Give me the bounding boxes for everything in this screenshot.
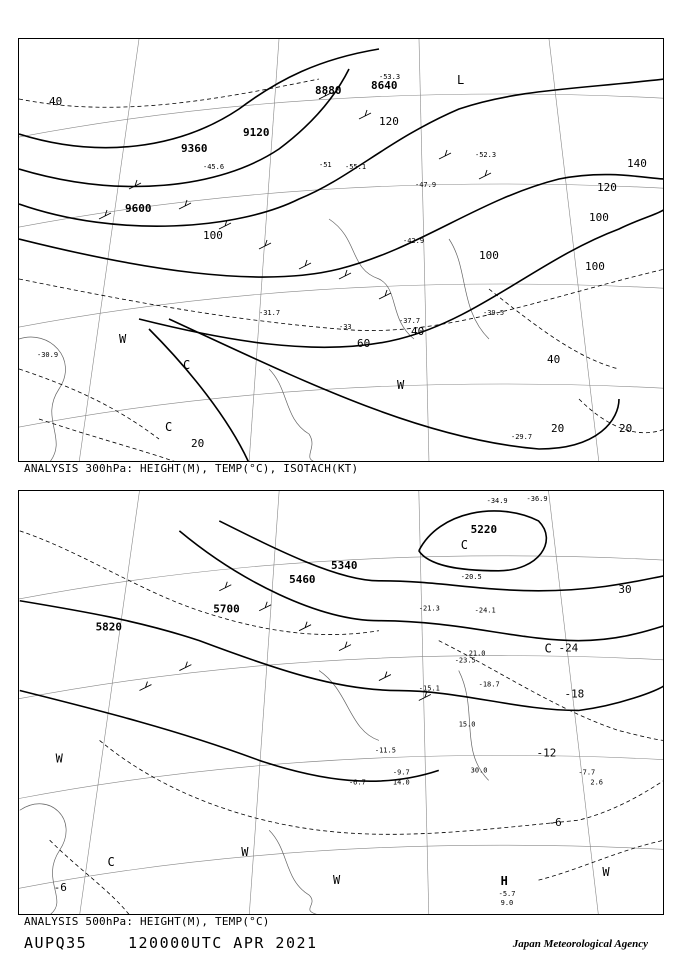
temp-label: -30.9 [37,351,59,359]
height-labels [96,523,498,634]
height-label: 5340 [331,558,358,572]
temp-label: -37.7 [399,317,421,325]
temp-label: -55.1 [345,163,367,171]
temp-label: -39.5 [483,309,505,317]
isotach-label: 40 [411,325,425,338]
temp-label: -21.3 [418,604,440,613]
caption-300hpa: ANALYSIS 300hPa: HEIGHT(M), TEMP(°C), ISOTACH(KT) [24,462,359,475]
station-value: 9.0 [500,899,514,908]
warm-symbol: W [602,865,610,880]
high-symbol: H [500,874,508,889]
isotach-label: 120 [379,115,399,128]
station-value: 14.0 [392,778,410,787]
coastlines [20,671,489,915]
isotach-label: 100 [203,229,223,242]
temp-label: -47.9 [415,181,437,189]
map-300hpa [18,38,664,462]
station-value: 2.6 [590,778,604,787]
height-label: 8880 [315,84,342,97]
graticule [19,491,664,915]
height-label: 5700 [213,602,240,616]
isotach-labels [49,95,647,450]
station-value: 15.0 [458,720,476,729]
temp-label: -42.9 [403,237,425,245]
height-label: 5220 [470,522,498,536]
chart-timestamp: 120000UTC APR 2021 [128,934,318,952]
cold-symbol: C [165,420,173,434]
height-label: 9600 [125,202,152,215]
temp-label: -52.3 [475,151,497,159]
isotach-label: 20 [191,437,205,450]
height-label: 9360 [181,142,208,155]
isotherm-label: 30 [618,582,632,596]
isotach-label: 140 [627,157,647,170]
temp-label: -6.7 [348,778,366,787]
temp-label: -11.5 [374,746,396,755]
wind-barbs [139,582,430,701]
temp-label: -5.7 [498,890,516,899]
warm-symbol: W [397,378,405,392]
station-value: 30.0 [470,766,488,775]
map-300hpa-canvas [19,39,664,462]
cold-symbol: C [460,537,468,552]
temp-label: -15.1 [418,684,440,693]
isotherm-label: -12 [536,746,557,760]
cold-symbol: C [544,641,552,656]
isotherm-labels [54,583,632,894]
isotach-label: 100 [589,211,609,224]
temp-label: -31.7 [259,309,281,317]
temp-label: -24.1 [474,606,496,615]
isotach-label: 40 [49,95,63,108]
isotherms [19,79,664,462]
isotach-label: 40 [547,353,561,366]
temp-label: -18.7 [478,680,500,689]
temperature-readings [349,495,595,898]
height-contours [19,49,664,462]
temp-label: -9.7 [392,768,410,777]
temp-label: -20.5 [460,572,482,581]
temp-label: -36.9 [526,494,548,503]
temp-label: -23.5 [454,656,476,665]
graticule [19,39,664,462]
temp-label: -33 [339,323,352,331]
cold-symbol: C [183,358,191,372]
temp-label: -29.7 [511,433,533,441]
warm-symbol: W [333,873,341,888]
isotach-label: 100 [585,260,605,273]
isotherm-label: -6 [53,881,67,895]
temp-label: -51 [319,161,332,169]
isotach-label: 20 [619,422,633,435]
isotherms [20,531,664,915]
low-symbol: L [457,73,465,87]
isotherm-label: -18 [564,687,585,701]
height-label: 8640 [371,79,398,92]
height-label: 5820 [95,620,123,634]
isotach-label: 20 [551,422,565,435]
isotach-label: 120 [597,181,617,194]
warm-symbol: W [119,332,127,346]
height-label: 5460 [289,572,316,586]
temp-label: -45.6 [203,163,225,171]
isotherm-label: -6 [548,816,562,830]
temp-label: -53.3 [379,73,401,81]
station-value: 21.0 [468,649,486,658]
pressure-symbols [119,73,464,434]
isotach-label: 100 [479,249,499,262]
warm-symbol: W [241,845,249,860]
cold-symbol: C [107,855,115,870]
agency-credit: Japan Meteorological Agency [512,938,648,950]
isotherm-label: -24 [558,641,579,655]
map-500hpa-canvas [19,491,664,915]
height-label: 9120 [243,126,270,139]
map-500hpa [18,490,664,915]
warm-symbol: W [55,751,63,766]
isotach-label: 60 [357,337,371,350]
caption-500hpa: ANALYSIS 500hPa: HEIGHT(M), TEMP(°C) [24,915,270,928]
height-labels [125,79,398,215]
chart-code: AUPQ35 [24,934,88,952]
temp-label: -7.7 [578,768,596,777]
temp-label: -34.9 [486,496,508,505]
